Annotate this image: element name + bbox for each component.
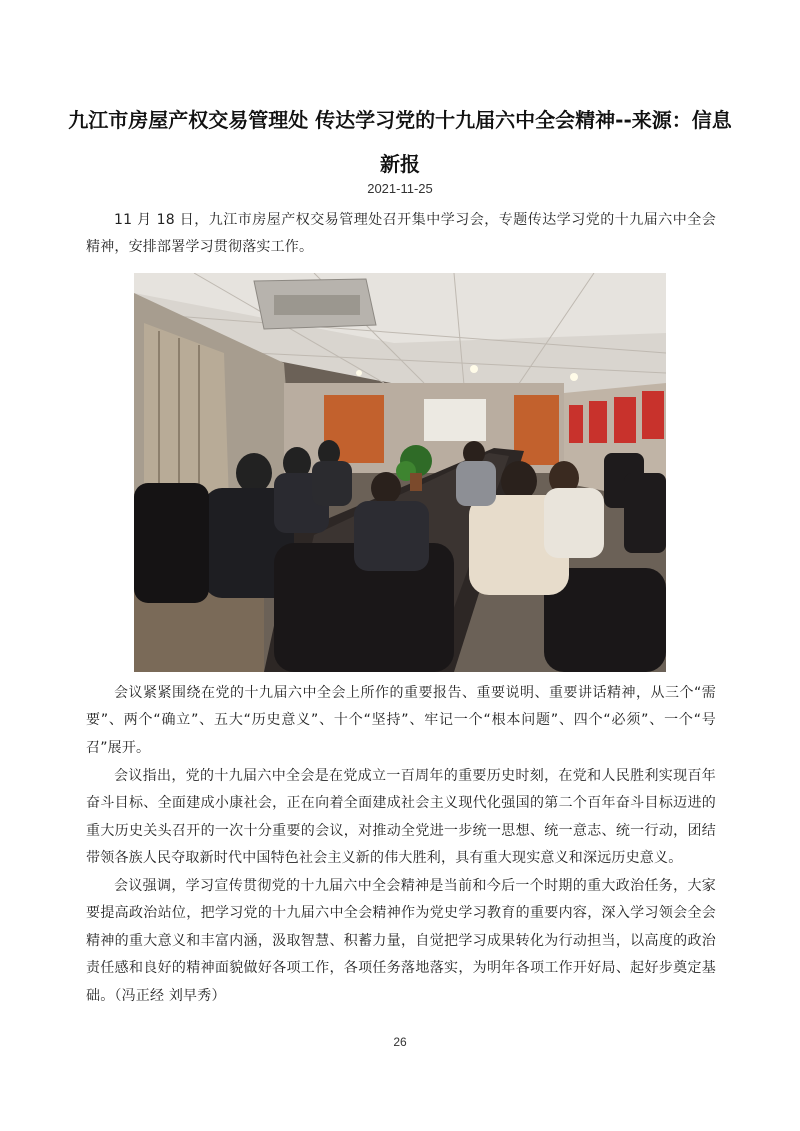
page-number: 26	[393, 1035, 407, 1049]
paragraph-intro: 11 月 18 日，九江市房屋产权交易管理处召开集中学习会，专题传达学习党的十九届六中全会精神，安排部署学习贯彻落实工作。	[86, 212, 716, 256]
article-title: 九江市房屋产权交易管理处 传达学习党的十九届六中全会精神--来源：信息新报	[68, 108, 732, 176]
meeting-photo	[134, 273, 666, 672]
paragraph-meeting-emphasis: 会议强调，学习宣传贯彻党的十九届六中全会精神是当前和今后一个时期的重大政治任务，大家要提高政治站位，把学习党的十九届六中全会精神作为党史学习教育的重要内容，深入学习领会全会精神的重大意义和丰富内涵，汲取智慧、积蓄力量，自觉把学习成果转化为行动担当，以高度的政治责任感和良好的精神面貌做好各项工作，各项任务落地落实，为明年各项工作开好局、起好步奠定基础。（冯正经 刘早秀）	[86, 878, 716, 1004]
paragraph-meeting-focus: 会议紧紧围绕在党的十九届六中全会上所作的重要报告、重要说明、重要讲话精神，从三个“需要”、两个“确立”、五大“历史意义”、十个“坚持”、牢记一个“根本问题”、四个“必须”、一个“号召”展开。	[86, 685, 716, 756]
article-date: 2021-11-25	[367, 181, 433, 196]
paragraph-meeting-points: 会议指出，党的十九届六中全会是在党成立一百周年的重要历史时刻，在党和人民胜利实现百年奋斗目标、全面建成小康社会，正在向着全面建成社会主义现代化强国的第二个百年奋斗目标迈进的重大历史关头召开的一次十分重要的会议，对推动全党进一步统一思想、统一意志、统一行动，团结带领各族人民夺取新时代中国特色社会主义新的伟大胜利，具有重大现实意义和深远历史意义。	[86, 768, 716, 867]
